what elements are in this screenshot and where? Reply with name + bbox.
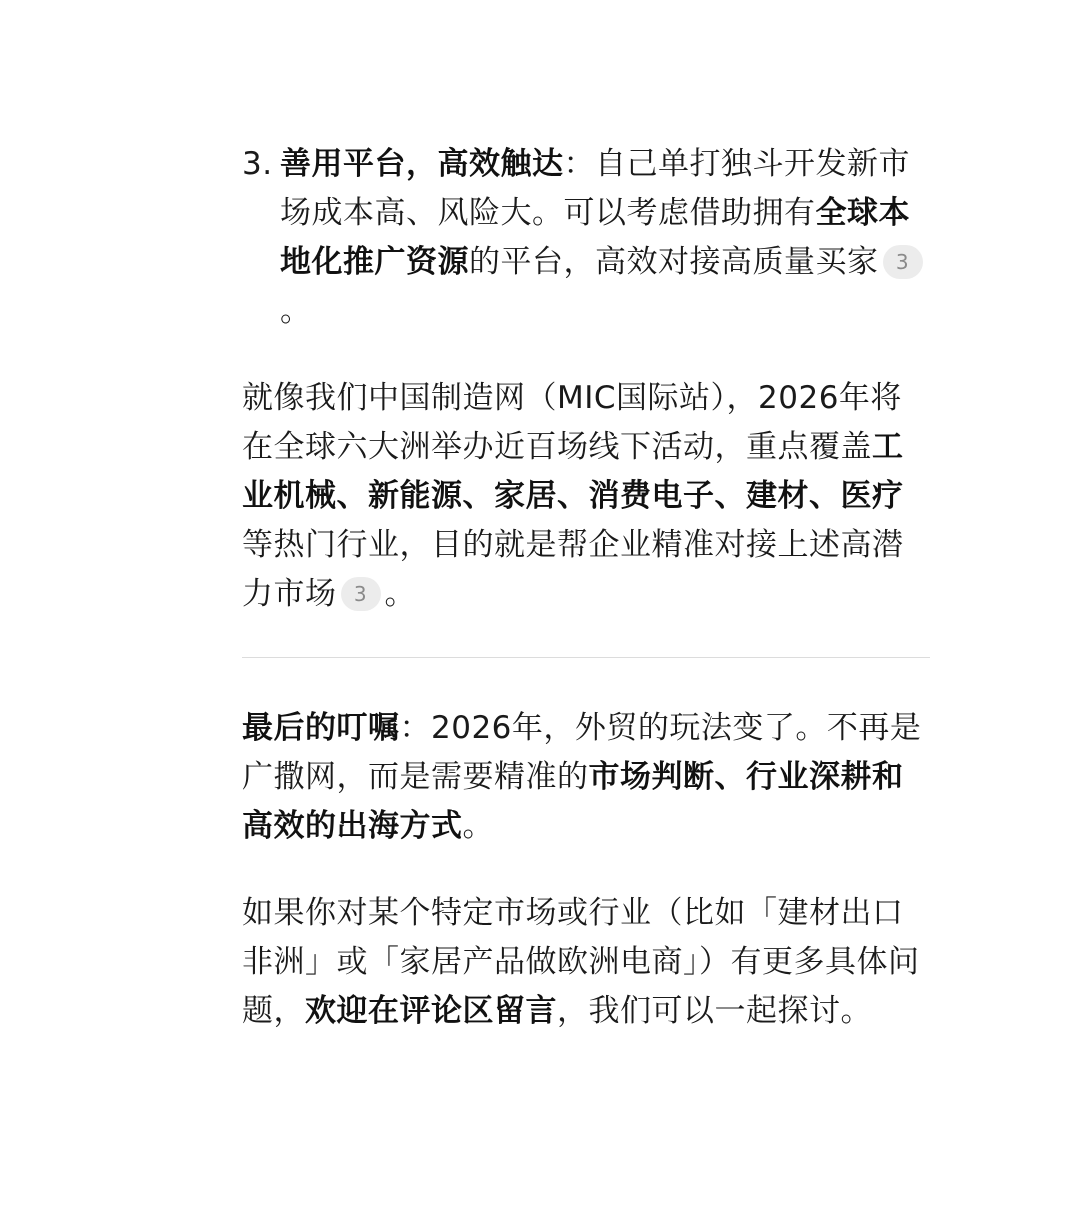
paragraph-text-2: 等热门行业，目的就是帮企业精准对接上述高潜力市场 (242, 527, 904, 612)
paragraph-highlight: 工业机械、新能源、家居、消费电子、建材、医疗 (242, 429, 904, 514)
paragraph-text: ：2026年，外贸的玩法变了。不再是广撒网，而是需要精准的 (242, 710, 922, 795)
list-item-3 (242, 140, 932, 336)
paragraph-text: 如果你对某个特定市场或行业（比如「建材出口非洲」或「家居产品做欧洲电商」）有更多具体问题， (242, 895, 920, 1029)
list-item-end: 。 (280, 293, 312, 329)
paragraph-highlight: 市场判断、行业深耕和高效的出海方式 (242, 759, 904, 844)
citation-badge[interactable]: 3 (883, 245, 923, 279)
paragraph-end: 。 (462, 808, 494, 844)
list-item-title: 善用平台，高效触达 (280, 146, 564, 182)
paragraph-text: 就像我们中国制造网（MIC国际站），2026年将在全球六大洲举办近百场线下活动，重点覆盖 (242, 380, 902, 465)
paragraph-invite (242, 889, 932, 1036)
list-item-text-2: 的平台，高效对接高质量买家 (469, 244, 879, 280)
article-content (242, 140, 932, 1036)
paragraph-end: 。 (384, 576, 416, 612)
list-item-highlight: 全球本地化推广资源 (280, 195, 910, 280)
paragraph-text-2: ，我们可以一起探讨。 (557, 993, 872, 1029)
paragraph-mic (242, 374, 932, 619)
citation-badge[interactable]: 3 (341, 577, 381, 611)
paragraph-highlight: 欢迎在评论区留言 (305, 993, 557, 1029)
paragraph-final (242, 704, 932, 851)
list-item-body (280, 140, 932, 336)
paragraph-lead: 最后的叮嘱 (242, 710, 400, 746)
list-number: 3. (242, 146, 273, 182)
list-item-text: ：自己单打独斗开发新市场成本高、风险大。可以考虑借助拥有 (280, 146, 910, 231)
